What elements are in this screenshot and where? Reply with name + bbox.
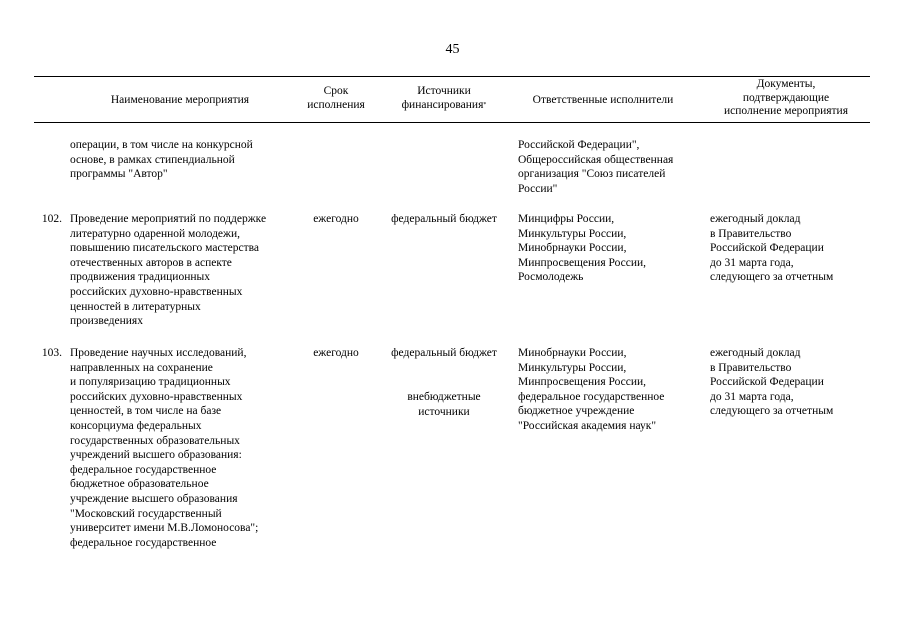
row-102-responsible: Минцифры России, Минкультуры России, Минобрнауки России, Минпросвещения России, Росмолодежь — [518, 213, 647, 284]
row-103-number: 103. — [41, 347, 62, 359]
header-sources-label: Источники финансирования — [401, 85, 484, 111]
row-103-responsible: Минобрнауки России, Минкультуры России, Минпросвещения России, федеральное государственное бюджетное учреждение "Российская академия наук" — [518, 347, 665, 432]
header-documents: Документы, подтверждающие исполнение мероприятия — [724, 78, 848, 117]
header-responsible: Ответственные исполнители — [532, 94, 674, 106]
header-sources-footnote-mark: * — [483, 101, 487, 108]
row-103-term: ежегодно — [313, 347, 359, 359]
row-103-sources: федеральный бюджет — [391, 347, 497, 359]
header-term: Срок исполнения — [307, 85, 365, 111]
row-102-documents: ежегодный доклад в Правительство Российской Федерации до 31 марта года, следующего за отчетным — [710, 213, 834, 284]
header-name: Наименование мероприятия — [110, 94, 250, 106]
table-header-bottom-rule — [34, 122, 870, 123]
header-sources — [372, 85, 516, 112]
table-header-top-rule — [34, 76, 870, 77]
row-102-term: ежегодно — [313, 213, 359, 225]
row-continuation-name: операции, в том числе на конкурсной основе, в рамках стипендиальной программы "Автор" — [70, 139, 253, 181]
row-103-sources-extra: внебюджетные источники — [407, 391, 481, 418]
row-103-documents: ежегодный доклад в Правительство Российской Федерации до 31 марта года, следующего за отчетным — [710, 347, 834, 418]
row-102-number: 102. — [41, 213, 62, 225]
row-102-sources: федеральный бюджет — [391, 213, 497, 225]
page-number: 45 — [445, 42, 460, 57]
row-102-name: Проведение мероприятий по поддержке литературно одаренной молодежи, повышению писательского мастерства отечественных авторов в аспекте продвижения традиционных российских духовно-нравственных ценностей в литературных произведениях — [70, 213, 267, 328]
row-continuation-responsible: Российской Федерации", Общероссийская общественная организация "Союз писателей России" — [518, 139, 674, 195]
row-103-name: Проведение научных исследований, направленных на сохранение и популяризацию традиционных российских духовно-нравственных ценностей, в том числе на базе консорциума федеральных государственных образовательных учреждений высшего образования: федеральное государственное бюджетное образовательное учреждение высшего образования "Московский государственный университет имени М.В.Ломоносова"; федеральное государственное — [70, 347, 259, 549]
